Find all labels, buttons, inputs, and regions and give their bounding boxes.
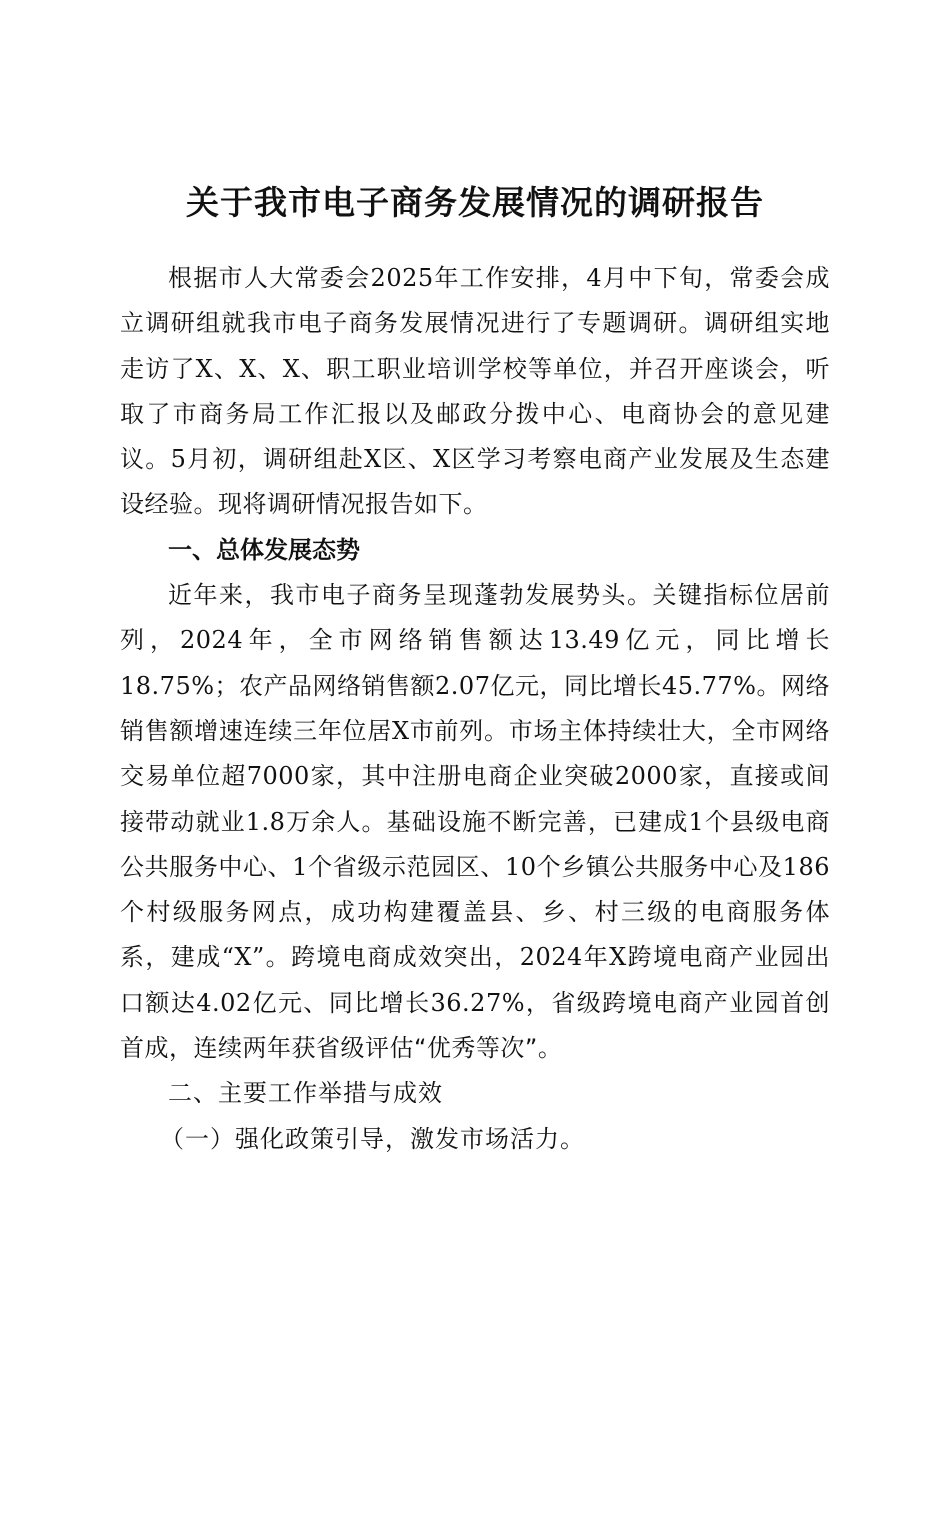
section-1-heading: 一、总体发展态势 <box>168 535 360 564</box>
document-page <box>0 178 950 1522</box>
document-title: 关于我市电子商务发展情况的调研报告 <box>186 183 764 222</box>
intro-paragraph: 根据市人大常委会2025年工作安排，4月中下旬，常委会成立调研组就我市电子商务发展情况进行了专题调研。调研组实地走访了X、X、X、职工职业培训学校等单位，并召开座谈会，听取了市商务局工作汇报以及邮政分拨中心、电商协会的意见建议。5月初，调研组赴X区、X区学习考察电商产业发展及生态建设经验。现将调研情况报告如下。 <box>120 264 830 519</box>
section-1-body-tail: 级评估“优秀等次”。 <box>340 1034 563 1063</box>
document-body <box>120 256 830 1162</box>
section-1-paragraph <box>120 573 830 1071</box>
section-2-subheading-1: （一）强化政策引导，激发市场活力。 <box>160 1124 585 1153</box>
section-1-body: 近年来，我市电子商务呈现蓬勃发展势头。关键指标位居前列，2024年，全市网络销售额达13.49亿元，同比增长18.75%；农产品网络销售额2.07亿元，同比增长45.77%。网络销售额增速连续三年位居X市前列。市场主体持续壮大，全市网络交易单位超7000家，其中注册电商企业突破2000家，直接或间接带动就业1.8万余人。基础设施不断完善，已建成1个县级电商公共服务中心、1个省级示范园区、10个乡镇公共服务中心及186个村级服务网点，成功构建覆盖县、乡、村三级的电商服务体系，建成“X”。跨境电商成效突出，2024年X跨境电商产业园出口额达4.02亿元、同比增长36.27%，省级跨境电商产业园首创首成，连续两年获省 <box>120 581 830 1063</box>
section-2-heading: 二、主要工作举措与成效 <box>168 1079 443 1108</box>
